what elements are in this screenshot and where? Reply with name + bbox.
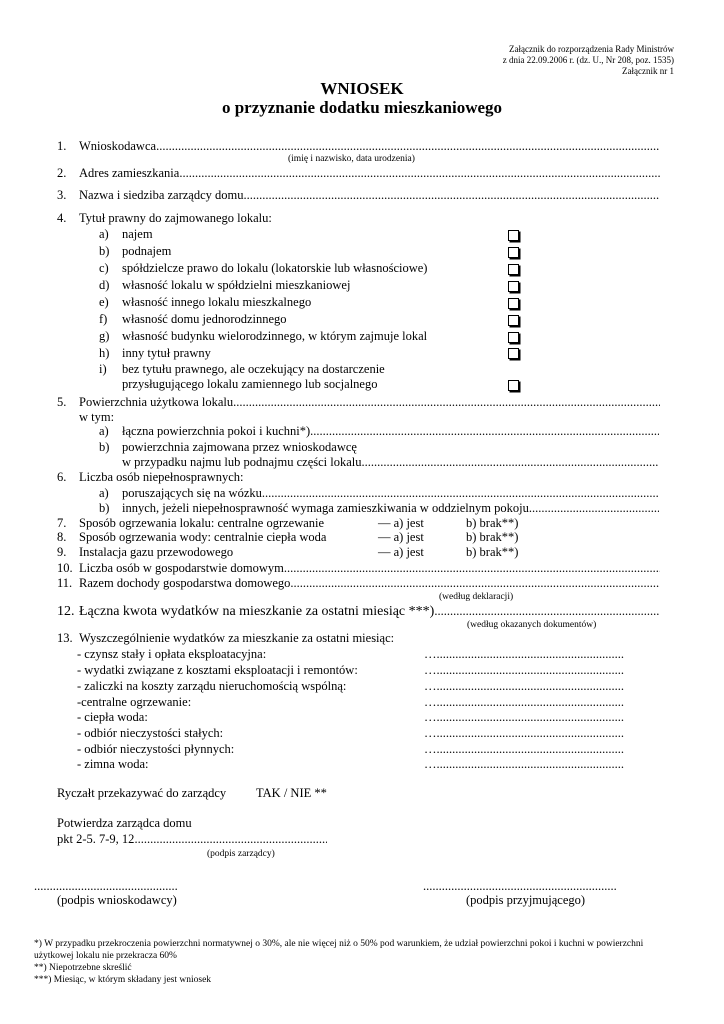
- applicant-signature-caption: (podpis wnioskodawcy): [57, 893, 177, 907]
- fill-line[interactable]: [179, 166, 660, 181]
- expense-item-label: - odbiór nieczystości płynnych:: [77, 742, 235, 756]
- regulation-header-line-2: z dnia 22.09.2006 r. (dz. U., Nr 208, poz. 1535): [502, 55, 674, 65]
- fill-line[interactable]: [290, 576, 660, 591]
- checkbox-dom-jednorodzinny[interactable]: [508, 315, 519, 326]
- field-legal-title: [57, 211, 272, 226]
- water-yes-option[interactable]: — a) jest: [378, 530, 424, 544]
- field-caption: (według deklaracji): [439, 592, 514, 602]
- fill-line[interactable]: [529, 501, 659, 516]
- field-number: 11.: [57, 576, 73, 590]
- option-i: i) bez tytułu prawnego, ale oczekujący na dostarczenie: [99, 362, 385, 376]
- gas-no-option[interactable]: b) brak**): [466, 545, 519, 559]
- lump-sum-choice[interactable]: TAK / NIE **: [256, 786, 327, 800]
- field-household-income[interactable]: [57, 576, 660, 591]
- field-disabled-wheelchair[interactable]: a) poruszających się na wózku .....: [99, 486, 659, 501]
- fill-line[interactable]: [310, 424, 659, 439]
- option-d: d) własność lokalu w spółdzielni mieszkaniowej: [99, 278, 351, 292]
- checkbox-wlasnosc-innego[interactable]: [508, 298, 519, 309]
- footnote-1: *) W przypadku przekroczenia powierzchni normatywnej o 30%, ale nie więcej niż o 50% pod warunkiem, że udział powierzchni pokoi i kuchni w powierzchni: [34, 939, 644, 949]
- expense-item-blank[interactable]: …............................................................: [424, 742, 624, 756]
- field-applicant[interactable]: [57, 139, 660, 154]
- field-label: Nazwa i siedziba zarządcy domu: [79, 188, 244, 202]
- field-label: Wnioskodawca: [79, 139, 157, 153]
- manager-confirm-label: Potwierdza zarządca domu: [57, 816, 192, 830]
- option-g: g) własność budynku wielorodzinnego, w którym zajmuje lokal: [99, 329, 428, 343]
- fill-line[interactable]: [262, 486, 659, 501]
- expense-item-label: - czynsz stały i opłata eksploatacyjna:: [77, 647, 267, 661]
- fill-line[interactable]: [244, 188, 660, 203]
- water-no-option[interactable]: b) brak**): [466, 530, 519, 544]
- option-h: h) inny tytuł prawny: [99, 346, 211, 360]
- receiver-signature-caption: (podpis przyjmującego): [466, 893, 586, 907]
- manager-signature-field[interactable]: pkt 2-5. 7-9, 12 .....: [57, 832, 327, 847]
- field-label: Liczba osób niepełnosprawnych:: [79, 470, 244, 484]
- field-number: 3.: [57, 188, 67, 202]
- gas-yes-option[interactable]: — a) jest: [378, 545, 424, 559]
- manager-signature-caption: (podpis zarządcy): [207, 849, 275, 859]
- field-gas-number: 9.: [57, 545, 67, 559]
- field-number: 6.: [57, 470, 67, 484]
- option-b: b) podnajem: [99, 244, 172, 258]
- field-total-expenses[interactable]: [57, 603, 660, 620]
- expense-item-blank[interactable]: …............................................................: [424, 726, 624, 740]
- regulation-header-line-1: Załącznik do rozporządzenia Rady Ministrów: [509, 44, 674, 54]
- expense-item-label: -centralne ogrzewanie:: [77, 695, 192, 709]
- fill-line[interactable]: [284, 561, 660, 576]
- field-label: Liczba osób w gospodarstwie domowym: [79, 561, 284, 575]
- field-disabled-other[interactable]: b) innych, jeżeli niepełnosprawność wymaga zamieszkiwania w oddzielnym pokoju .....: [99, 501, 659, 516]
- fill-line[interactable]: [233, 395, 660, 410]
- expense-item-blank[interactable]: …............................................................: [424, 757, 624, 771]
- expense-item-label: - zimna woda:: [77, 757, 149, 771]
- field-number: 10.: [57, 561, 73, 575]
- option-i-continued: przysługującego lokalu zamiennego lub socjalnego: [122, 377, 378, 391]
- field-water-label: Sposób ogrzewania wody: centralnie ciepła woda: [79, 530, 327, 544]
- field-number: 2.: [57, 166, 67, 180]
- expense-item-blank[interactable]: …............................................................: [424, 679, 624, 693]
- field-number: 13.: [57, 631, 73, 645]
- field-number: 5.: [57, 395, 67, 409]
- field-heating-label: Sposób ogrzewania lokalu: centralne ogrzewanie: [79, 516, 325, 530]
- field-area-occupied: b) powierzchnia zajmowana przez wnioskodawcę: [99, 440, 357, 454]
- checkbox-wlasnosc-spoldzielnia[interactable]: [508, 281, 519, 292]
- field-label: Łączna kwota wydatków na mieszkanie za ostatni miesiąc ***): [79, 604, 435, 619]
- footnote-3: ***) Miesiąc, w którym składany jest wniosek: [34, 975, 212, 985]
- field-expenses-breakdown: [57, 631, 394, 646]
- field-heating-number: 7.: [57, 516, 67, 530]
- checkbox-inny-tytul[interactable]: [508, 348, 519, 359]
- checkbox-bez-tytulu[interactable]: [508, 380, 519, 391]
- receiver-signature-line[interactable]: ..............................................................: [423, 879, 617, 893]
- field-number: 4.: [57, 211, 67, 225]
- field-gas-label: Instalacja gazu przewodowego: [79, 545, 234, 559]
- option-f: f) własność domu jednorodzinnego: [99, 312, 287, 326]
- option-c: c) spółdzielcze prawo do lokalu (lokatorskie lub własnościowe): [99, 261, 428, 275]
- field-water-number: 8.: [57, 530, 67, 544]
- field-area-occupied-line[interactable]: w przypadku najmu lub podnajmu części lokalu .....: [122, 455, 659, 470]
- area-subheading: w tym:: [79, 410, 115, 424]
- field-disabled: [57, 470, 244, 485]
- expense-item-blank[interactable]: …............................................................: [424, 647, 624, 661]
- field-caption: (imię i nazwisko, data urodzenia): [288, 154, 415, 164]
- expense-item-blank[interactable]: …............................................................: [424, 710, 624, 724]
- expense-item-blank[interactable]: …............................................................: [424, 663, 624, 677]
- lump-sum-label: Ryczałt przekazywać do zarządcy: [57, 786, 227, 800]
- field-area[interactable]: [57, 395, 660, 410]
- field-label: Tytuł prawny do zajmowanego lokalu:: [79, 211, 272, 225]
- expense-item-label: - zaliczki na koszty zarządu nieruchomością wspólną:: [77, 679, 347, 693]
- field-label: Adres zamieszkania: [79, 166, 180, 180]
- option-a: a) najem: [99, 227, 153, 241]
- expense-item-label: - odbiór nieczystości stałych:: [77, 726, 224, 740]
- expense-item-label: - ciepła woda:: [77, 710, 148, 724]
- fill-line[interactable]: [156, 139, 660, 154]
- field-label: Powierzchnia użytkowa lokalu: [79, 395, 234, 409]
- checkbox-najem[interactable]: [508, 230, 519, 241]
- checkbox-podnajem[interactable]: [508, 247, 519, 258]
- field-caption: (według okazanych dokumentów): [467, 620, 597, 630]
- field-label: Razem dochody gospodarstwa domowego: [79, 576, 291, 590]
- field-area-rooms[interactable]: a) łączna powierzchnia pokoi i kuchni*) .....: [99, 424, 659, 439]
- option-e: e) własność innego lokalu mieszkalnego: [99, 295, 312, 309]
- field-number: 1.: [57, 139, 67, 153]
- fill-line[interactable]: [362, 455, 659, 470]
- expense-item-label: - wydatki związane z kosztami eksploatacji i remontów:: [77, 663, 358, 677]
- fill-line[interactable]: [434, 603, 660, 619]
- field-number: 12.: [57, 604, 75, 619]
- heating-no-option[interactable]: b) brak**): [466, 516, 519, 530]
- fill-line[interactable]: [134, 832, 327, 847]
- heating-yes-option[interactable]: — a) jest: [378, 516, 424, 530]
- footnote-2: **) Niepotrzebne skreślić: [34, 963, 132, 973]
- expense-item-blank[interactable]: …............................................................: [424, 695, 624, 709]
- document-title: WNIOSEK: [320, 79, 404, 98]
- footnote-1-continued: użytkowej lokalu nie przekracza 60%: [34, 951, 177, 961]
- field-address[interactable]: [57, 166, 660, 181]
- attachment-number: Załącznik nr 1: [622, 66, 674, 76]
- field-household-size[interactable]: [57, 561, 660, 576]
- field-manager[interactable]: [57, 188, 660, 203]
- applicant-signature-line[interactable]: ..............................................: [34, 879, 178, 893]
- checkbox-spoldzielcze[interactable]: [508, 264, 519, 275]
- document-subtitle: o przyznanie dodatku mieszkaniowego: [221, 98, 503, 117]
- checkbox-budynek-wielorodzinny[interactable]: [508, 332, 519, 343]
- field-label: Wyszczególnienie wydatków za mieszkanie za ostatni miesiąc:: [79, 631, 395, 645]
